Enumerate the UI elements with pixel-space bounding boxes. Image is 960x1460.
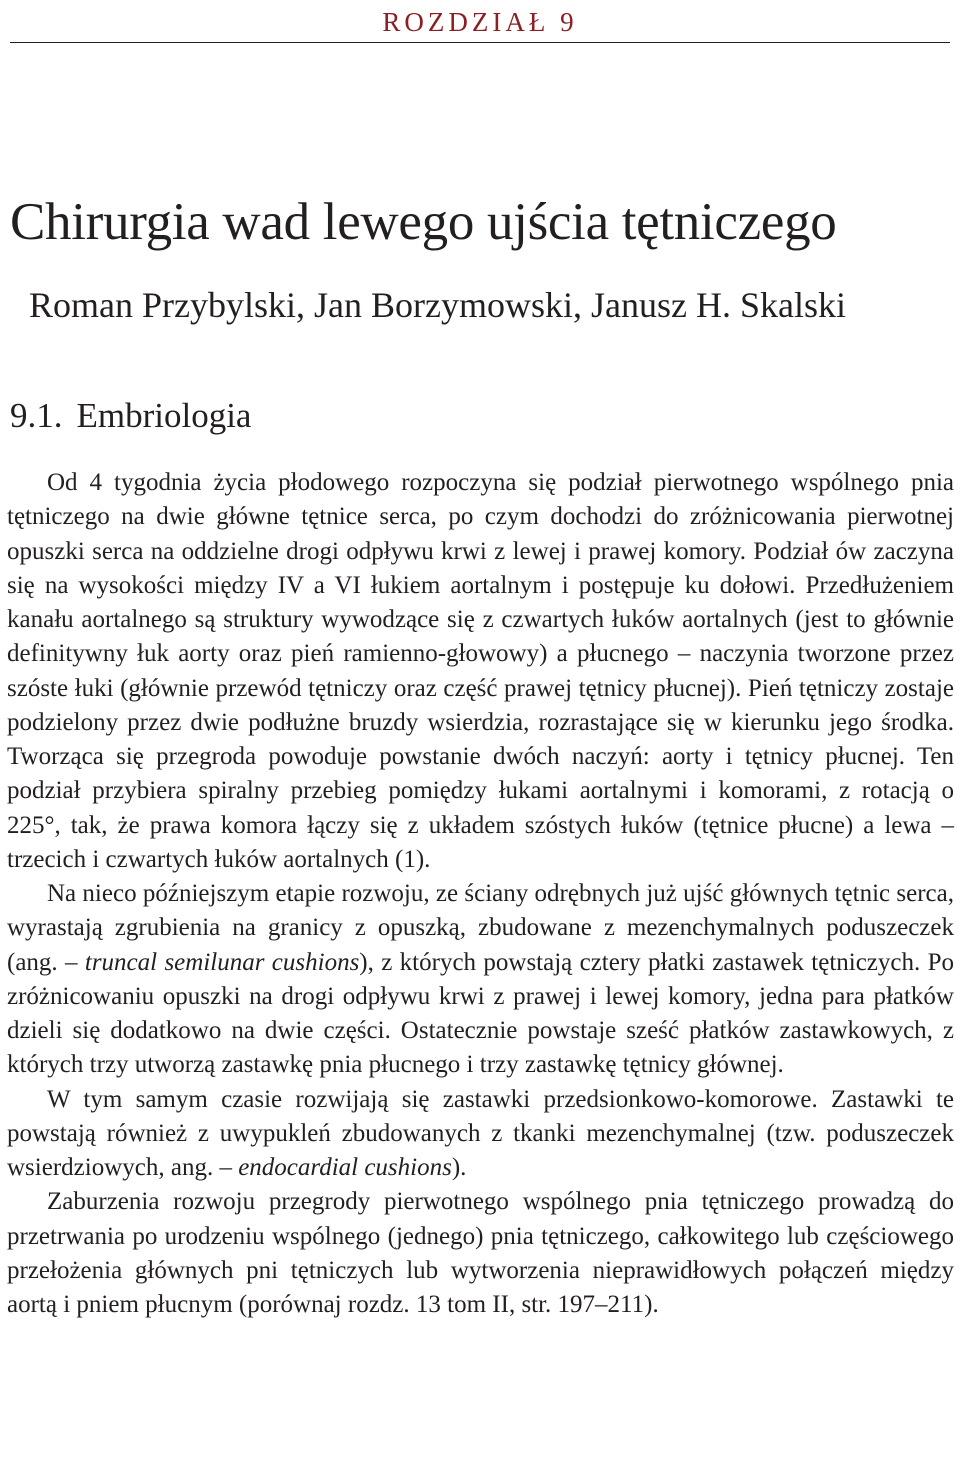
paragraph-3-text-end: ). [451, 1154, 467, 1181]
paragraph-3-text: W tym samym czasie rozwijają się zastawki przedsionkowo-komorowe. Zastawki te powstają również z uwypukleń zbudowanych z tkanki mezenchymalnej (tzw. poduszeczek wsierdziowych, ang. – [7, 1085, 954, 1181]
paragraph-2-italic-term: truncal semilunar cushions [84, 948, 360, 976]
paragraph-3 [7, 1083, 954, 1186]
authors: Roman Przybylski, Jan Borzymowski, Janusz H. Skalski [29, 285, 846, 325]
section-heading [10, 392, 251, 440]
paragraph-4: Zaburzenia rozwoju przegrody pierwotnego wspólnego pnia tętniczego prowadzą do przetrwania po urodzeniu wspólnego (jednego) pnia tętniczego, całkowitego lub częściowego przełożenia głównych pni tętniczych lub wytworzenia nieprawidłowych połączeń między aortą i pniem płucnym (porównaj rozdz. 13 tom II, str. 197–211). [7, 1188, 954, 1318]
paragraph-3-italic-term: endocardial cushions [238, 1154, 452, 1181]
section-title: Embriologia [76, 396, 252, 435]
chapter-label: ROZDZIAŁ 9 [382, 7, 578, 37]
paragraph-2 [7, 877, 954, 1083]
chapter-title: Chirurgia wad lewego ujścia tętniczego [10, 193, 837, 251]
body-text [7, 466, 954, 1322]
header-rule [10, 42, 950, 43]
paragraph-2-text: Na nieco późniejszym etapie rozwoju, ze ściany odrębnych już ujść głównych tętnic serca, wyrastają zgrubienia na granicy z opuszką, zbudowane z mezenchymalnych poduszeczek (ang. – [7, 880, 954, 976]
paragraph-1: Od 4 tygodnia życia płodowego rozpoczyna się podział pierwotnego wspólnego pnia tętniczego na dwie główne tętnice serca, po czym dochodzi do zróżnicowania pierwotnej opuszki serca na oddzielne drogi odpływu krwi z lewej i prawej komory. Podział ów zaczyna się na wysokości między IV a VI łukiem aortalnym i postępuje ku dołowi. Przedłużeniem kanału aortalnego są struktury wywodzące się z czwartych łuków aortalnych (jest to głównie definitywny łuk aorty oraz pień ramienno-głowowy) a płucnego – naczynia tworzone przez szóste łuki (głównie przewód tętniczy oraz część prawej tętnicy płucnej). Pień tętniczy zostaje podzielony przez dwie podłużne bruzdy wsierdzia, rozrastające się w kierunku jego środka. Tworząca się przegroda powoduje powstanie dwóch naczyń: aorty i tętnicy płucnej. Ten podział przybiera spiralny przebieg pomiędzy łukami aortalnymi i komorami, z rotacją o 225°, tak, że prawa komora łączy się z układem szóstych łuków (tętnice płucne) a lewa – trzecich i czwartych łuków aortalnych (1). [7, 469, 954, 873]
section-number: 9.1. [10, 396, 63, 435]
paragraph-2-text-end: ), z których powstają cztery płatki zastawek tętniczych. Po zróżnicowaniu opuszki na drogi odpływu krwi z prawej i lewej komory, jedna para płatków dzieli się dodatkowo na dwie części. Ostatecznie powstaje sześć płatków zastawkowych, z których trzy utworzą zastawkę pnia płucnego i trzy zastawkę tętnicy głównej. [7, 948, 954, 1079]
